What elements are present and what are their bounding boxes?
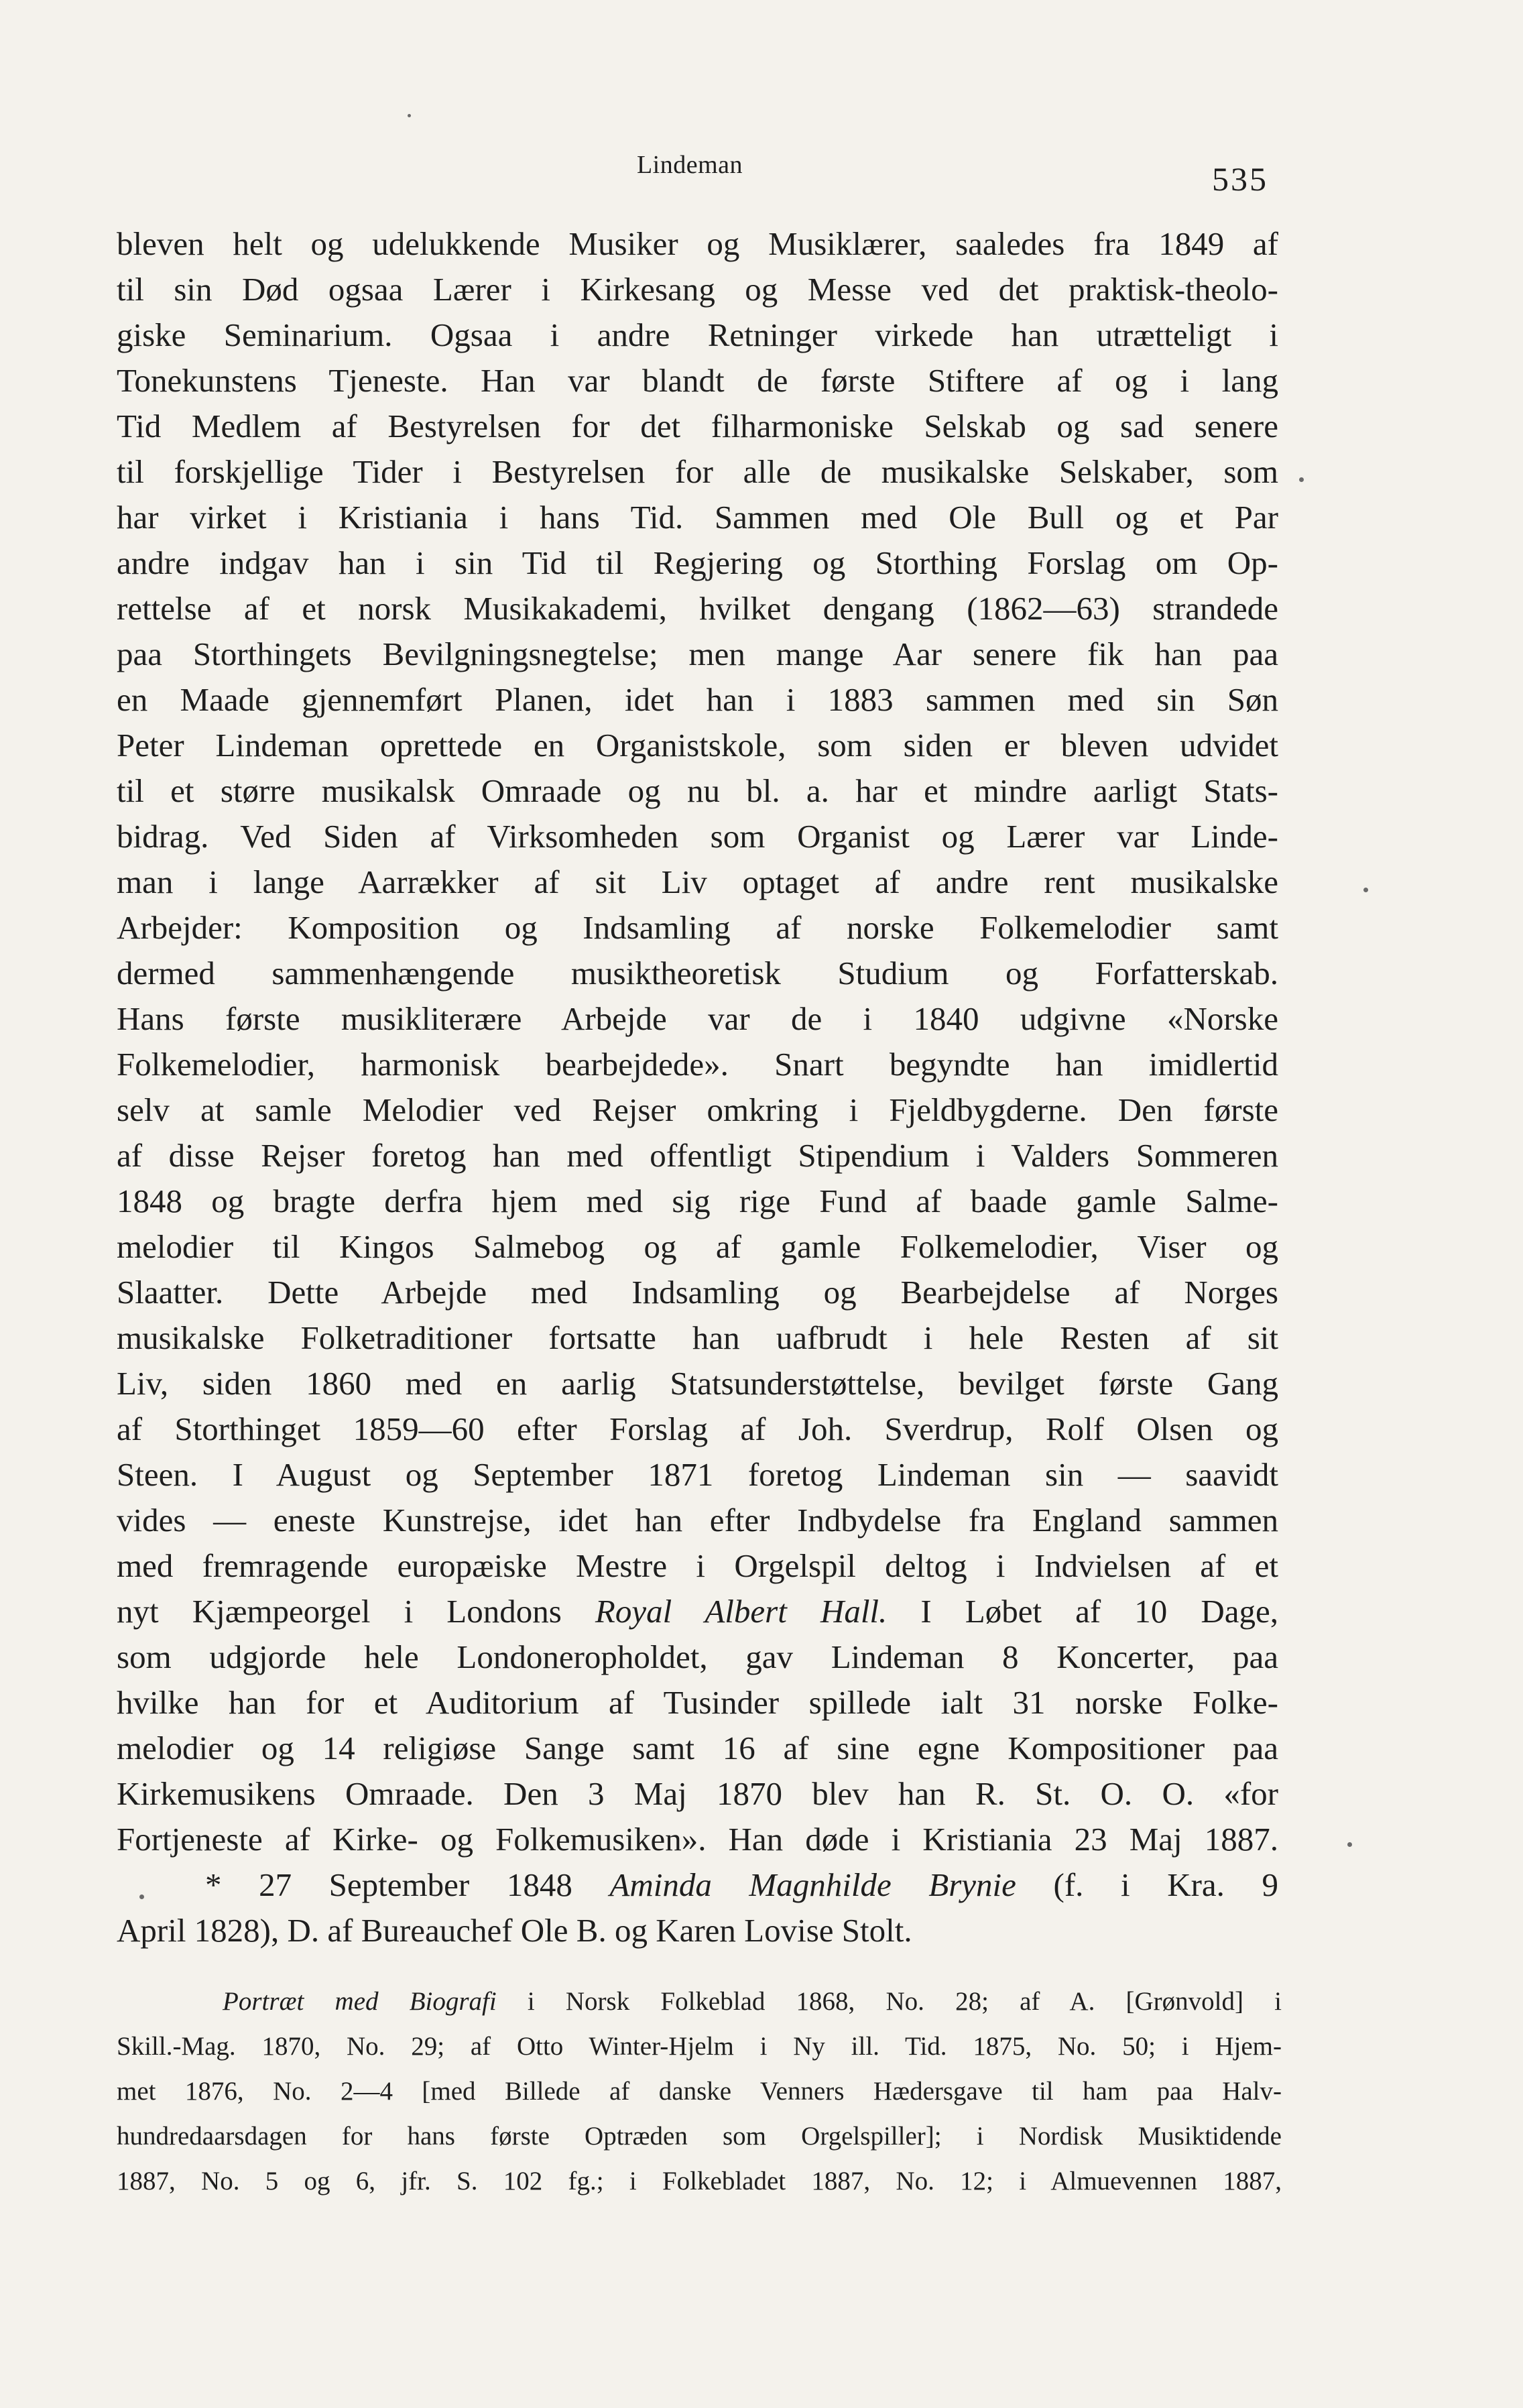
note-line: hundredaarsdagen for hans første Optræden som Orgelspiller]; i Nordisk Musiktidende	[117, 2122, 1282, 2151]
text-line: giske Seminarium. Ogsaa i andre Retninger virkede han utrætteligt i	[117, 316, 1278, 353]
text-line: Steen. I August og September 1871 foretog Lindeman sin — saavidt	[117, 1456, 1278, 1493]
text-line: til forskjellige Tider i Bestyrelsen for alle de musikalske Selskaber, som	[117, 453, 1278, 490]
text-line: man i lange Aarrækker af sit Liv optaget af andre rent musikalske	[117, 863, 1278, 900]
note-line: met 1876, No. 2—4 [med Billede af danske Venners Hædersgave til ham paa Halv-	[117, 2077, 1282, 2106]
note-line: Portræt med Biografi i Norsk Folkeblad 1868, No. 28; af A. [Grønvold] i	[223, 1987, 1282, 2016]
text-line: en Maade gjennemført Planen, idet han i 1883 sammen med sin Søn	[117, 681, 1278, 718]
note-line: Skill.-Mag. 1870, No. 29; af Otto Winter-Hjelm i Ny ill. Tid. 1875, No. 50; i Hjem-	[117, 2032, 1282, 2061]
print-speck	[1363, 888, 1368, 892]
print-speck	[1299, 477, 1304, 482]
print-speck	[139, 1894, 144, 1899]
text-line: Slaatter. Dette Arbejde med Indsamling og Bearbejdelse af Norges	[117, 1274, 1278, 1311]
text-line: bidrag. Ved Siden af Virksomheden som Organist og Lærer var Linde-	[117, 818, 1278, 855]
text-line: vides — eneste Kunstrejse, idet han efter Indbydelse fra England sammen	[117, 1502, 1278, 1539]
text-line: nyt Kjæmpeorgel i Londons Royal Albert Hall. I Løbet af 10 Dage,	[117, 1593, 1278, 1630]
text-line: Hans første musikliterære Arbejde var de i 1840 udgivne «Norske	[117, 1000, 1278, 1037]
italic-venue: Royal Albert Hall.	[595, 1593, 888, 1630]
text-line: Peter Lindeman oprettede en Organistskole, som siden er bleven udvidet	[117, 727, 1278, 764]
text-line: selv at samle Melodier ved Rejser omkring i Fjeldbygderne. Den første	[117, 1091, 1278, 1128]
text-line: Liv, siden 1860 med en aarlig Statsunderstøttelse, bevilget første Gang	[117, 1365, 1278, 1402]
text-line: til et større musikalsk Omraade og nu bl. a. har et mindre aarligt Stats-	[117, 772, 1278, 809]
biography-text	[117, 221, 1278, 1953]
note-line: 1887, No. 5 og 6, jfr. S. 102 fg.; i Folkebladet 1887, No. 12; i Almuevennen 1887,	[117, 2167, 1282, 2195]
text-line-last: April 1828), D. af Bureauchef Ole B. og Karen Lovise Stolt.	[117, 1912, 912, 1949]
text-line: med fremragende europæiske Mestre i Orgelspil deltog i Indvielsen af et	[117, 1547, 1278, 1584]
text-line: hvilke han for et Auditorium af Tusinder spillede ialt 31 norske Folke-	[117, 1684, 1278, 1721]
italic-note-lead: Portræt med Biografi	[223, 1987, 497, 2016]
text-line: Kirkemusikens Omraade. Den 3 Maj 1870 blev han R. St. O. O. «for	[117, 1775, 1278, 1812]
text-line: rettelse af et norsk Musikakademi, hvilket dengang (1862—63) strandede	[117, 590, 1278, 627]
text-line: dermed sammenhængende musiktheoretisk Studium og Forfatterskab.	[117, 955, 1278, 991]
references-note	[117, 1979, 1282, 2204]
text-line: melodier til Kingos Salmebog og af gamle Folkemelodier, Viser og	[117, 1228, 1278, 1265]
italic-spouse-name: Aminda Magnhilde Brynie	[609, 1866, 1016, 1903]
text-line: paa Storthingets Bevilgningsnegtelse; men mange Aar senere fik han paa	[117, 636, 1278, 672]
text-line: Tid Medlem af Bestyrelsen for det filharmoniske Selskab og sad senere	[117, 408, 1278, 444]
text-line: har virket i Kristiania i hans Tid. Sammen med Ole Bull og et Par	[117, 499, 1278, 536]
text-line: som udgjorde hele Londoneropholdet, gav Lindeman 8 Koncerter, paa	[117, 1638, 1278, 1675]
text-line: til sin Død ogsaa Lærer i Kirkesang og Messe ved det praktisk-theolo-	[117, 271, 1278, 308]
marriage-line: * 27 September 1848 Aminda Magnhilde Brynie (f. i Kra. 9	[205, 1866, 1278, 1903]
text-line: 1848 og bragte derfra hjem med sig rige Fund af baade gamle Salme-	[117, 1183, 1278, 1219]
text-line: Fortjeneste af Kirke- og Folkemusiken». Han døde i Kristiania 23 Maj 1887.	[117, 1821, 1278, 1858]
text-line: Arbejder: Komposition og Indsamling af norske Folkemelodier samt	[117, 909, 1278, 946]
text-line: melodier og 14 religiøse Sange samt 16 af sine egne Kompositioner paa	[117, 1730, 1278, 1766]
text-line: Tonekunstens Tjeneste. Han var blandt de første Stiftere af og i lang	[117, 362, 1278, 399]
running-title: Lindeman	[636, 151, 743, 179]
text-line: bleven helt og udelukkende Musiker og Musiklærer, saaledes fra 1849 af	[117, 225, 1278, 262]
text-line: Folkemelodier, harmonisk bearbejdede». Snart begyndte han imidlertid	[117, 1046, 1278, 1083]
text-line: af disse Rejser foretog han med offentligt Stipendium i Valders Sommeren	[117, 1137, 1278, 1174]
text-line: musikalske Folketraditioner fortsatte han uafbrudt i hele Resten af sit	[117, 1319, 1278, 1356]
print-speck	[1347, 1842, 1352, 1847]
page-number: 535	[1212, 160, 1268, 198]
text-line: andre indgav han i sin Tid til Regjering og Storthing Forslag om Op-	[117, 544, 1278, 581]
text-line: af Storthinget 1859—60 efter Forslag af Joh. Sverdrup, Rolf Olsen og	[117, 1410, 1278, 1447]
print-speck	[408, 114, 411, 117]
